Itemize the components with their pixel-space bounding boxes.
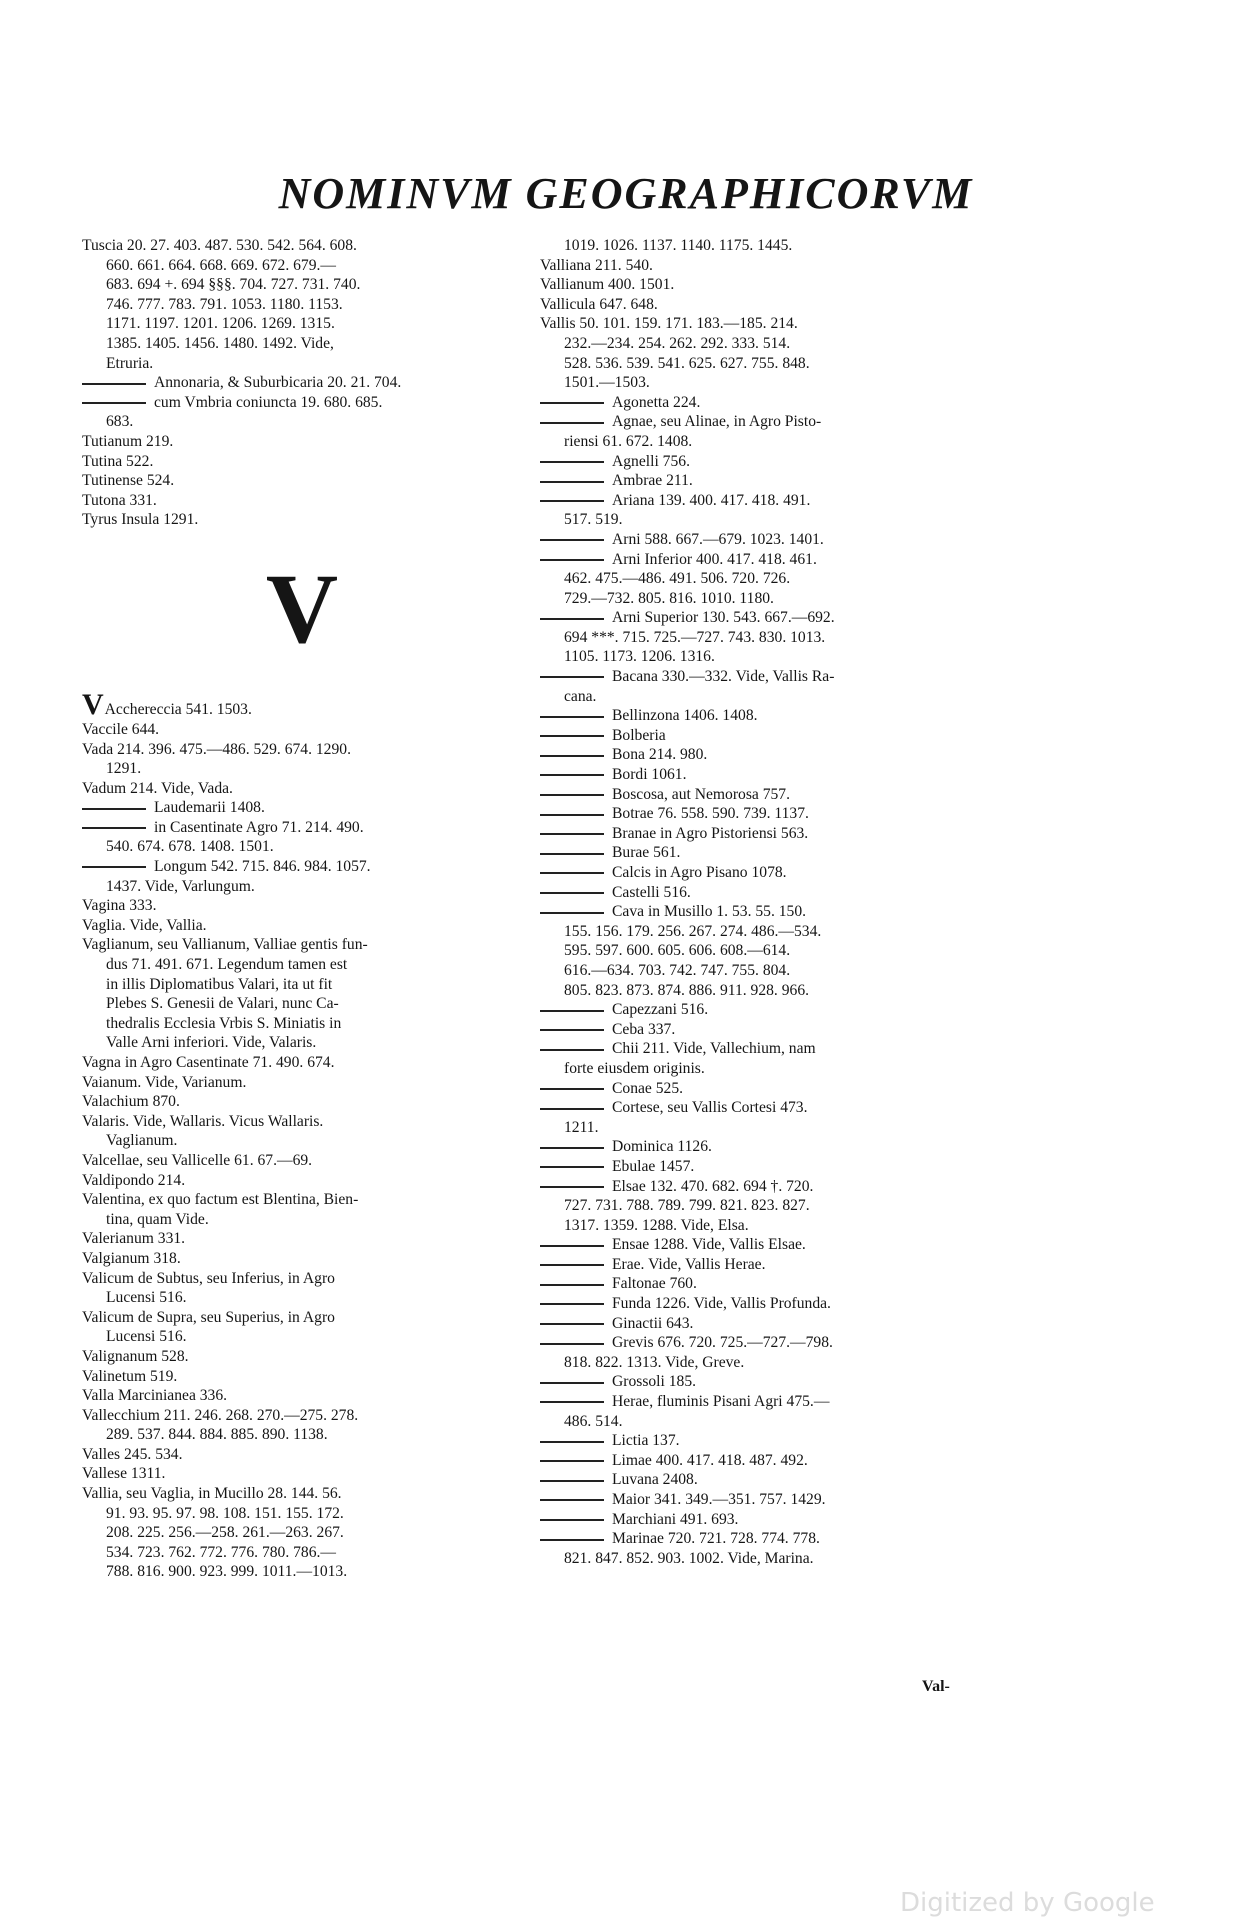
index-entry: Valicum de Subtus, seu Inferius, in Agro bbox=[82, 1269, 335, 1287]
index-continuation: Vaglianum. bbox=[106, 1132, 178, 1150]
index-continuation: 1291. bbox=[106, 760, 142, 778]
index-subentry: Bordi 1061. bbox=[540, 765, 985, 785]
page-title: NOMINVM GEOGRAPHICORVM bbox=[278, 169, 974, 218]
index-entry: Vaianum. Vide, Varianum. bbox=[82, 1073, 247, 1091]
index-subentry: Boscosa, aut Nemorosa 757. bbox=[540, 785, 985, 805]
index-subentry: Cava in Musillo 1. 53. 55. 150. bbox=[540, 902, 985, 922]
index-continuation: in illis Diplomatibus Valari, ita ut fit bbox=[106, 975, 333, 993]
index-continuation: 1171. 1197. 1201. 1206. 1269. 1315. bbox=[106, 315, 335, 333]
index-subentry: Bolberia bbox=[540, 726, 985, 746]
index-continuation: 534. 723. 762. 772. 776. 780. 786.— bbox=[106, 1543, 337, 1561]
index-subentry: in Casentinate Agro 71. 214. 490. bbox=[82, 818, 522, 838]
index-continuation: 1019. 1026. 1137. 1140. 1175. 1445. bbox=[564, 237, 793, 254]
index-subentry: Agnelli 756. bbox=[540, 452, 985, 472]
index-subentry: Marchiani 491. 693. bbox=[540, 1510, 985, 1530]
index-entry: Valignanum 528. bbox=[82, 1347, 189, 1365]
index-column-right bbox=[540, 236, 985, 1568]
index-subentry: Annonaria, & Suburbicaria 20. 21. 704. bbox=[82, 373, 522, 393]
index-subentry: Dominica 1126. bbox=[540, 1137, 985, 1157]
index-entry: Vallecchium 211. 246. 268. 270.—275. 278. bbox=[82, 1406, 359, 1424]
index-continuation: 821. 847. 852. 903. 1002. Vide, Marina. bbox=[564, 1549, 814, 1567]
index-entry: Valachium 870. bbox=[82, 1093, 180, 1111]
index-continuation: 805. 823. 873. 874. 886. 911. 928. 966. bbox=[564, 981, 810, 999]
index-continuation: 232.—234. 254. 262. 292. 333. 514. bbox=[564, 334, 791, 352]
index-continuation: 683. 694 +. 694 §§§. 704. 727. 731. 740. bbox=[106, 276, 361, 294]
index-continuation: Lucensi 516. bbox=[106, 1328, 187, 1346]
index-continuation: 528. 536. 539. 541. 625. 627. 755. 848. bbox=[564, 354, 810, 372]
index-continuation: Lucensi 516. bbox=[106, 1289, 187, 1307]
index-subentry: Bellinzona 1406. 1408. bbox=[540, 706, 985, 726]
index-subentry: Luvana 2408. bbox=[540, 1470, 985, 1490]
index-continuation: 1317. 1359. 1288. Vide, Elsa. bbox=[564, 1216, 749, 1234]
index-continuation: 486. 514. bbox=[564, 1412, 623, 1430]
index-continuation: 155. 156. 179. 256. 267. 274. 486.—534. bbox=[564, 922, 822, 940]
index-entry: Vallis 50. 101. 159. 171. 183.—185. 214. bbox=[540, 315, 798, 333]
index-subentry: Ebulae 1457. bbox=[540, 1157, 985, 1177]
entry-text: Acchereccia 541. 1503. bbox=[104, 700, 252, 718]
index-subentry: Castelli 516. bbox=[540, 883, 985, 903]
index-subentry: Laudemarii 1408. bbox=[82, 798, 522, 818]
index-entry: Vallese 1311. bbox=[82, 1465, 166, 1483]
index-continuation: 694 ***. 715. 725.—727. 743. 830. 1013. bbox=[564, 628, 826, 646]
index-continuation: 595. 597. 600. 605. 606. 608.—614. bbox=[564, 942, 791, 960]
index-continuation: 729.—732. 805. 816. 1010. 1180. bbox=[564, 589, 774, 607]
index-continuation: tina, quam Vide. bbox=[106, 1210, 209, 1228]
index-subentry: Bacana 330.—332. Vide, Vallis Ra- bbox=[540, 667, 985, 687]
index-continuation: forte eiusdem originis. bbox=[564, 1059, 705, 1077]
index-subentry: Ariana 139. 400. 417. 418. 491. bbox=[540, 491, 985, 511]
index-subentry: Branae in Agro Pistoriensi 563. bbox=[540, 824, 985, 844]
index-subentry: Capezzani 516. bbox=[540, 1000, 985, 1020]
index-entry: Tuscia 20. 27. 403. 487. 530. 542. 564. 608. bbox=[82, 237, 357, 254]
index-entry: Tutina 522. bbox=[82, 452, 154, 470]
index-entry: Valicum de Supra, seu Superius, in Agro bbox=[82, 1308, 335, 1326]
index-continuation: 1105. 1173. 1206. 1316. bbox=[564, 648, 715, 666]
index-subentry: Grossoli 185. bbox=[540, 1372, 985, 1392]
index-continuation: 1211. bbox=[564, 1118, 599, 1136]
index-continuation: 1385. 1405. 1456. 1480. 1492. Vide, bbox=[106, 334, 334, 352]
index-entry: Vaglianum, seu Vallianum, Valliae gentis fun- bbox=[82, 936, 368, 954]
index-subentry: Ceba 337. bbox=[540, 1020, 985, 1040]
index-subentry: Limae 400. 417. 418. 487. 492. bbox=[540, 1451, 985, 1471]
index-continuation: 727. 731. 788. 789. 799. 821. 823. 827. bbox=[564, 1197, 810, 1215]
index-subentry: Maior 341. 349.—351. 757. 1429. bbox=[540, 1490, 985, 1510]
index-subentry: Chii 211. Vide, Vallechium, nam bbox=[540, 1039, 985, 1059]
index-subentry: Herae, fluminis Pisani Agri 475.— bbox=[540, 1392, 985, 1412]
index-subentry: Ambrae 211. bbox=[540, 471, 985, 491]
index-continuation: 540. 674. 678. 1408. 1501. bbox=[106, 838, 274, 856]
index-entry: Valcellae, seu Vallicelle 61. 67.—69. bbox=[82, 1151, 313, 1169]
index-continuation: 1501.—1503. bbox=[564, 374, 650, 392]
index-continuation: dus 71. 491. 671. Legendum tamen est bbox=[106, 956, 348, 974]
index-entry: Valaris. Vide, Wallaris. Vicus Wallaris. bbox=[82, 1112, 324, 1130]
index-entry: Valgianum 318. bbox=[82, 1249, 181, 1267]
index-continuation: 788. 816. 900. 923. 999. 1011.—1013. bbox=[106, 1563, 348, 1581]
index-entry: Tyrus Insula 1291. bbox=[82, 511, 199, 529]
index-entry: Valliana 211. 540. bbox=[540, 256, 653, 274]
index-entry bbox=[82, 690, 522, 720]
index-subentry: Arni 588. 667.—679. 1023. 1401. bbox=[540, 530, 985, 550]
section-initial-letter bbox=[82, 530, 522, 690]
index-entry: Valerianum 331. bbox=[82, 1230, 186, 1248]
index-continuation: 683. bbox=[106, 413, 134, 431]
index-entry: Valinetum 519. bbox=[82, 1367, 178, 1385]
index-continuation: 517. 519. bbox=[564, 511, 623, 529]
index-continuation: 91. 93. 95. 97. 98. 108. 151. 155. 172. bbox=[106, 1504, 344, 1522]
index-continuation: thedralis Ecclesia Vrbis S. Miniatis in bbox=[106, 1014, 342, 1032]
index-subentry: Erae. Vide, Vallis Herae. bbox=[540, 1255, 985, 1275]
index-entry: Vallia, seu Vaglia, in Mucillo 28. 144. 56. bbox=[82, 1485, 342, 1503]
index-continuation: 1437. Vide, Varlungum. bbox=[106, 877, 255, 895]
index-subentry: Ensae 1288. Vide, Vallis Elsae. bbox=[540, 1235, 985, 1255]
index-subentry: Burae 561. bbox=[540, 843, 985, 863]
initial-capital: V bbox=[82, 689, 104, 720]
index-entry: Vaglia. Vide, Vallia. bbox=[82, 916, 207, 934]
catchword: Val- bbox=[922, 1678, 950, 1695]
index-continuation: 289. 537. 844. 884. 885. 890. 1138. bbox=[106, 1426, 328, 1444]
index-continuation: 818. 822. 1313. Vide, Greve. bbox=[564, 1353, 745, 1371]
digitized-watermark: Digitized by Google bbox=[900, 1888, 1155, 1918]
index-subentry: Funda 1226. Vide, Vallis Profunda. bbox=[540, 1294, 985, 1314]
index-entry: Tutianum 219. bbox=[82, 432, 174, 450]
index-entry: Vada 214. 396. 475.—486. 529. 674. 1290. bbox=[82, 740, 351, 758]
index-entry: Vagina 333. bbox=[82, 897, 157, 915]
index-entry: Vaccile 644. bbox=[82, 720, 160, 738]
index-entry: Valles 245. 534. bbox=[82, 1445, 183, 1463]
index-continuation: Plebes S. Genesii de Valari, nunc Ca- bbox=[106, 995, 339, 1013]
index-continuation: 660. 661. 664. 668. 669. 672. 679.— bbox=[106, 256, 337, 274]
index-subentry: Agnae, seu Alinae, in Agro Pisto- bbox=[540, 412, 985, 432]
index-subentry: Arni Inferior 400. 417. 418. 461. bbox=[540, 550, 985, 570]
index-subentry: Longum 542. 715. 846. 984. 1057. bbox=[82, 857, 522, 877]
index-subentry: Agonetta 224. bbox=[540, 393, 985, 413]
index-continuation: 462. 475.—486. 491. 506. 720. 726. bbox=[564, 570, 791, 588]
index-entry: Vagna in Agro Casentinate 71. 490. 674. bbox=[82, 1054, 335, 1071]
index-entry: Valentina, ex quo factum est Blentina, Bien- bbox=[82, 1191, 359, 1209]
index-entry: Valdipondo 214. bbox=[82, 1171, 186, 1189]
index-subentry: Ginactii 643. bbox=[540, 1314, 985, 1334]
index-entry: Vadum 214. Vide, Vada. bbox=[82, 779, 233, 797]
index-subentry: Bona 214. 980. bbox=[540, 745, 985, 765]
section-letter: V bbox=[265, 552, 339, 664]
index-subentry: Botrae 76. 558. 590. 739. 1137. bbox=[540, 804, 985, 824]
index-continuation: riensi 61. 672. 1408. bbox=[564, 432, 693, 450]
index-subentry: Lictia 137. bbox=[540, 1431, 985, 1451]
index-subentry: Faltonae 760. bbox=[540, 1274, 985, 1294]
index-entry: Vallicula 647. 648. bbox=[540, 295, 658, 313]
index-continuation: 208. 225. 256.—258. 261.—263. 267. bbox=[106, 1524, 344, 1542]
index-subentry: cum Vmbria coniuncta 19. 680. 685. bbox=[82, 393, 522, 413]
index-continuation: 746. 777. 783. 791. 1053. 1180. 1153. bbox=[106, 295, 343, 313]
index-subentry: Cortese, seu Vallis Cortesi 473. bbox=[540, 1098, 985, 1118]
index-continuation: 616.—634. 703. 742. 747. 755. 804. bbox=[564, 961, 791, 979]
index-continuation: Valle Arni inferiori. Vide, Valaris. bbox=[106, 1034, 317, 1052]
index-entry: Tutona 331. bbox=[82, 491, 157, 509]
index-continuation: Etruria. bbox=[106, 354, 154, 372]
index-subentry: Arni Superior 130. 543. 667.—692. bbox=[540, 608, 985, 628]
index-subentry: Marinae 720. 721. 728. 774. 778. bbox=[540, 1529, 985, 1549]
index-continuation: cana. bbox=[564, 687, 597, 705]
index-subentry: Conae 525. bbox=[540, 1079, 985, 1099]
index-subentry: Grevis 676. 720. 725.—727.—798. bbox=[540, 1333, 985, 1353]
index-subentry: Elsae 132. 470. 682. 694 †. 720. bbox=[540, 1177, 985, 1197]
index-entry: Valla Marcinianea 336. bbox=[82, 1387, 228, 1405]
index-subentry: Calcis in Agro Pisano 1078. bbox=[540, 863, 985, 883]
index-entry: Vallianum 400. 1501. bbox=[540, 276, 675, 294]
index-column-left bbox=[82, 236, 522, 1582]
index-entry: Tutinense 524. bbox=[82, 472, 175, 490]
